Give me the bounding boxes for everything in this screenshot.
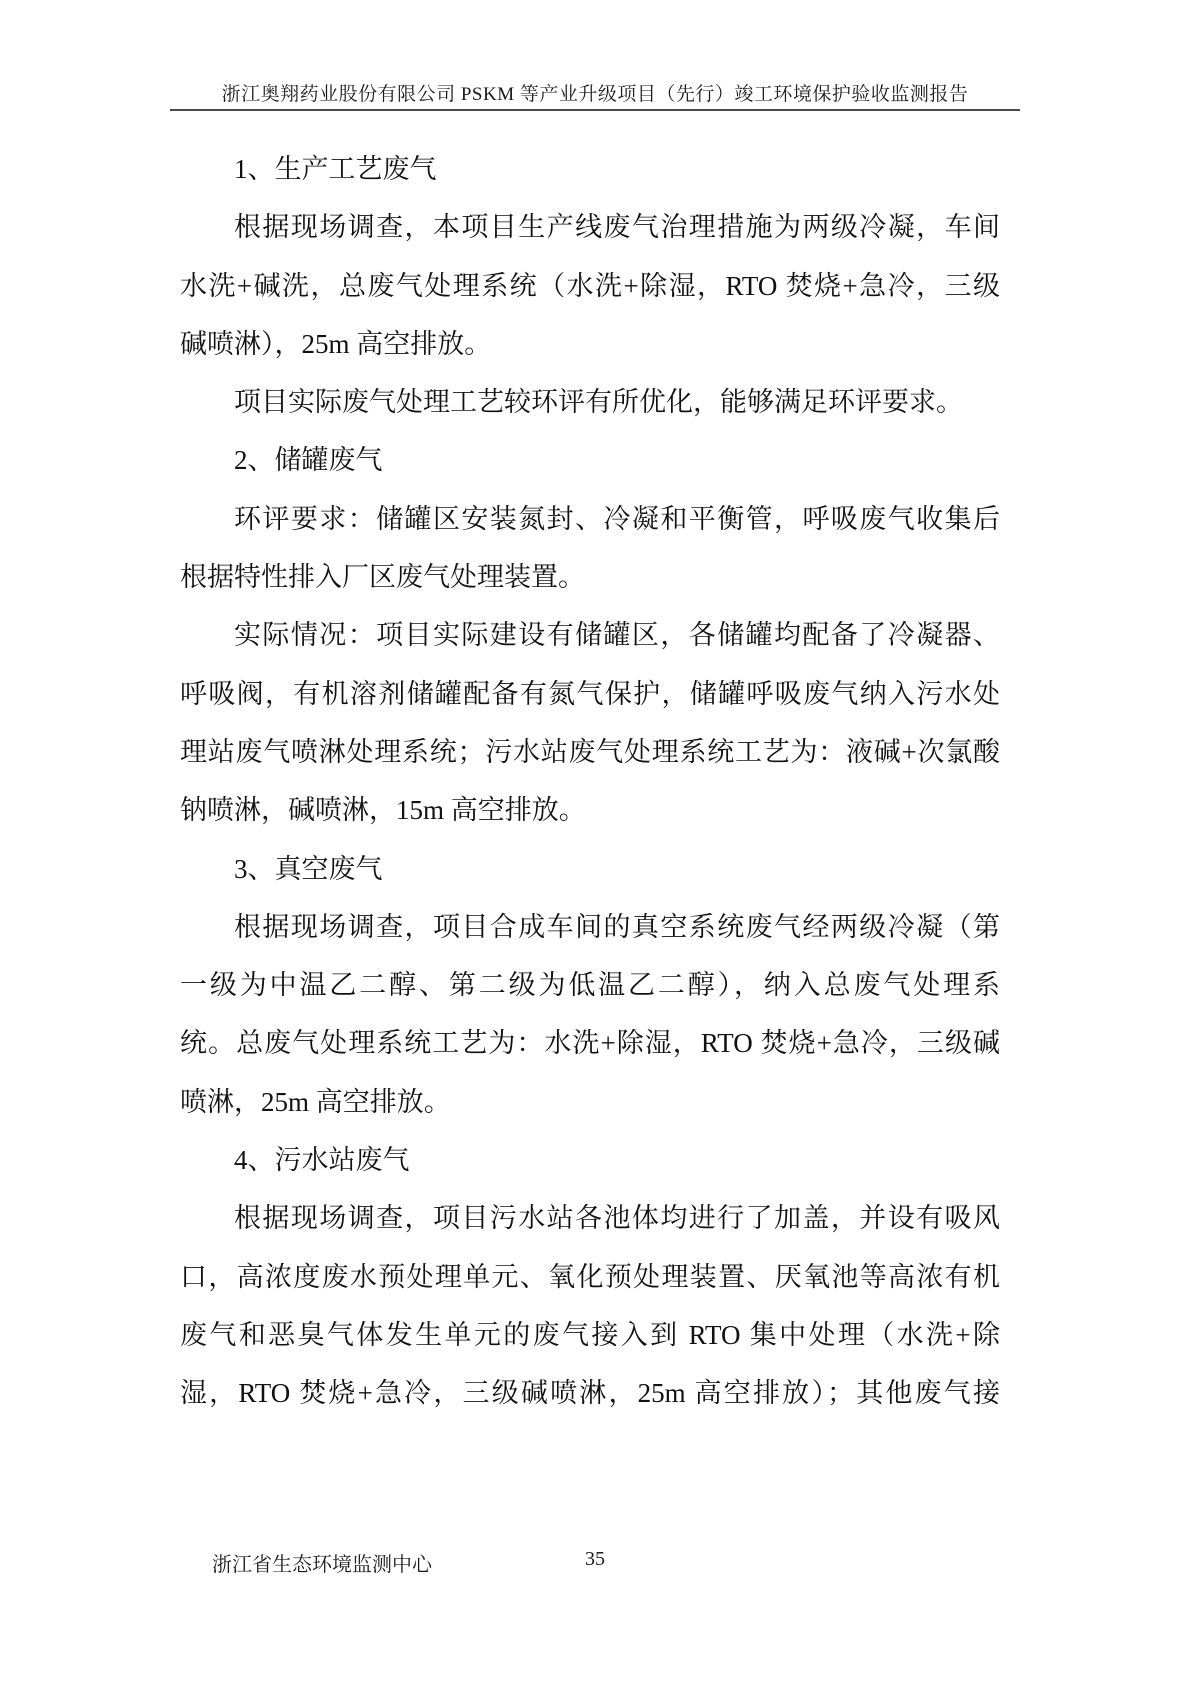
body-line: 钠喷淋，碱喷淋，15m 高空排放。 (180, 795, 586, 826)
body-line: 水洗+碱洗，总废气处理系统（水洗+除湿，RTO 焚烧+急冷，三级 (180, 270, 1000, 301)
header-title: 浙江奥翔药业股份有限公司 PSKM 等产业升级项目（先行）竣工环境保护验收监测报告 (221, 84, 969, 105)
body-line: 环评要求：储罐区安装氮封、冷凝和平衡管，呼吸废气收集后 (234, 503, 1000, 534)
body-line: 碱喷淋），25m 高空排放。 (180, 328, 492, 359)
body-line: 废气和恶臭气体发生单元的废气接入到 RTO 集中处理（水洗+除 (180, 1319, 1000, 1350)
header-rule (170, 109, 1020, 111)
body-line: 实际情况：项目实际建设有储罐区，各储罐均配备了冷凝器、 (234, 620, 1000, 651)
footer-organization: 浙江省生态环境监测中心 (212, 1554, 432, 1576)
document-body (180, 140, 1000, 1423)
body-line: 根据现场调查，项目污水站各池体均进行了加盖，并设有吸风 (234, 1203, 1000, 1234)
body-line: 理站废气喷淋处理系统；污水站废气处理系统工艺为：液碱+次氯酸 (180, 736, 1000, 767)
body-line: 一级为中温乙二醇、第二级为低温乙二醇），纳入总废气处理系 (180, 970, 1000, 1001)
body-line: 1、生产工艺废气 (234, 154, 437, 184)
body-line: 统。总废气处理系统工艺为：水洗+除湿，RTO 焚烧+急冷，三级碱 (180, 1028, 1000, 1059)
body-line: 喷淋，25m 高空排放。 (180, 1086, 451, 1117)
body-line: 呼吸阀，有机溶剂储罐配备有氮气保护，储罐呼吸废气纳入污水处 (180, 678, 1000, 709)
body-line: 4、污水站废气 (234, 1145, 410, 1176)
body-line: 2、储罐废气 (234, 445, 383, 476)
body-line: 项目实际废气处理工艺较环评有所优化，能够满足环评要求。 (234, 387, 963, 418)
footer-page-number: 35 (585, 1548, 605, 1570)
body-line: 口，高浓度废水预处理单元、氧化预处理装置、厌氧池等高浓有机 (180, 1261, 1000, 1292)
body-line: 根据特性排入厂区废气处理装置。 (180, 562, 585, 593)
body-line: 根据现场调查，项目合成车间的真空系统废气经两级冷凝（第 (234, 911, 1000, 942)
body-line: 3、真空废气 (234, 853, 383, 884)
body-line: 根据现场调查，本项目生产线废气治理措施为两级冷凝，车间 (234, 212, 1000, 243)
body-line: 湿，RTO 焚烧+急冷，三级碱喷淋，25m 高空排放）；其他废气接 (180, 1378, 1000, 1409)
